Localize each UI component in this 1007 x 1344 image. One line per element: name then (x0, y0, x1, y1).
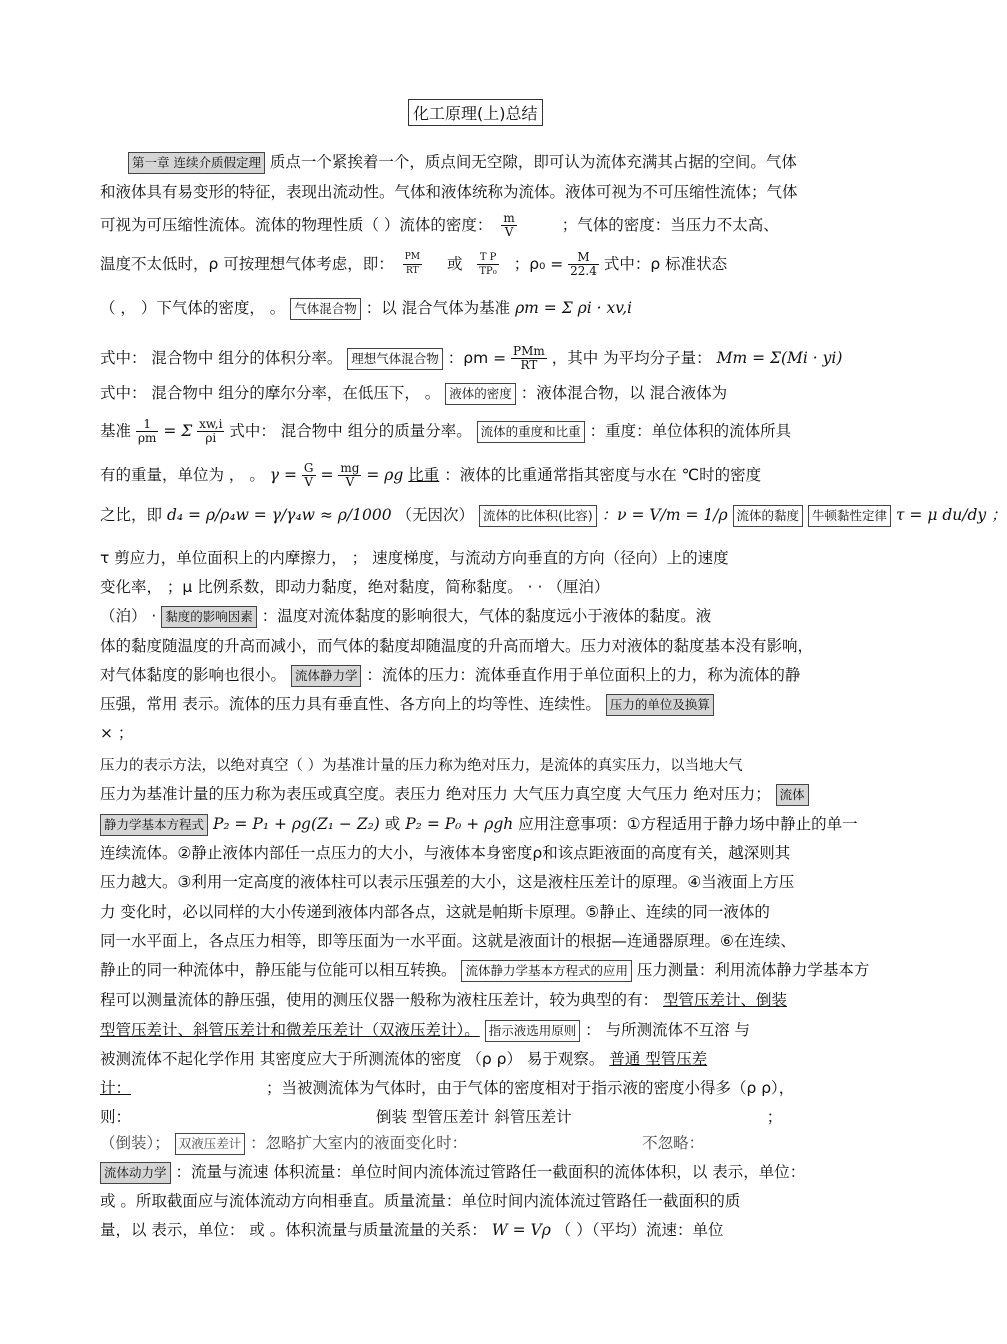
section-box: 流体的比体积(比容) (479, 505, 597, 527)
text-line: 计： ；当被测流体为气体时，由于气体的密度相对于指示液的密度小得多（ρ ρ）， (100, 1079, 795, 1097)
text-line: 压力为基准计量的压力称为表压或真空度。表压力 绝对压力 大气压力真空度 大气压力 绝对压力； 流体 (100, 784, 852, 806)
text-line: 变化率， ；μ 比例系数，即动力黏度，绝对黏度，简称黏度。 · · （厘泊） (100, 578, 610, 596)
text-line: 连续流体。②静止液体内部任一点压力的大小，与液体本身密度ρ和该点距液面的高度有关，越深则其 (100, 844, 791, 862)
text-line: （泊） · 黏度的影响因素 ：温度对流体黏度的影响很大，气体的黏度远小于液体的黏度。液 (100, 606, 852, 628)
text-line: 静止的同一种流体中，静压能与位能可以相互转换。 流体静力学基本方程式的应用 压力测量：利用流体静力学基本方 (100, 960, 852, 982)
formula-gas-std: $\frac{\text{T P}}{\text{TP₀}}$ (479, 252, 497, 277)
text-line: 对气体黏度的影响也很小。 流体静力学 ：流体的压力：流体垂直作用于单位面积上的力，称为流体的静 (100, 665, 852, 687)
text-line: 型管压差计、斜管压差计和微差压差计（双液压差计）。 指示液选用原则 ： 与所测流体不互溶 与 (100, 1020, 852, 1042)
text-line: 程可以测量流体的静压强，使用的测压仪器一般称为液柱压差计，较为典型的有： 型管压差计、倒装 (100, 991, 787, 1009)
section-box: 液体的密度 (445, 383, 516, 405)
text-line: 压力的表示方法，以绝对真空（ ）为基准计量的压力称为绝对压力，是流体的真实压力，以当地大气 (100, 758, 743, 774)
text-line: 温度不太低时，ρ 可按理想气体考虑，即： $\frac{PM}{RT}$ 或 $\frac{\text{T P}}{\text{TP₀}}$ ；ρ₀ = $\frac{M}{22.4}$ 式中：ρ 标准状态 (100, 250, 728, 278)
text-line: 和液体具有易变形的特征，表现出流动性。气体和液体统称为流体。液体可视为不可压缩性流体；气体 (100, 183, 798, 201)
section-box: 黏度的影响因素 (161, 606, 257, 628)
formula-hydrostatic-1: P₂ = P₁ + ρg(Z₁ − Z₂) (212, 815, 380, 833)
section-box: 流体静力学基本方程式的应用 (461, 960, 632, 982)
formula-hydrostatic-2: P₂ = P₀ + ρgh (405, 815, 514, 833)
formula-ideal-gas: $\frac{PM}{RT}$ (404, 252, 420, 276)
section-box: 双液压差计 (175, 1133, 246, 1155)
text-line: 之比，即 d₄ = ρ/ρ₄w = γ/γ₄w ≈ ρ/1000 （无因次） 流体的比体积(比容) ：ν = V/m = 1/ρ 流体的黏度 牛顿黏性定律 τ = μ du/dy ； (100, 505, 852, 527)
formula-density: $\frac{m}{V}$ (503, 211, 515, 239)
text-line: 则： 倒装 型管压差计 斜管压差计 ； (100, 1108, 783, 1126)
section-box: 气体混合物 (290, 298, 361, 320)
text-line: （ ， ）下气体的密度， 。 气体混合物 ：以 混合气体为基准 ρm = Σ ρi · xv,i (100, 298, 852, 320)
text-line: 压力越大。③利用一定高度的液体柱可以表示压强差的大小，这是液柱压差计的原理。④当液面上方压 (100, 873, 795, 891)
document-title: 化工原理(上)总结 (408, 99, 543, 126)
text-line: 可视为可压缩性流体。流体的物理性质（ ）流体的密度： $\frac{m}{V}$ ；气体的密度：当压力不太高、 (100, 211, 779, 239)
formula-gas-mix: ρm = Σ ρi · xv,i (515, 299, 632, 317)
formula-ideal-mix: $\frac{\text{PMm}}{RT}$ (513, 344, 545, 372)
section-box: 流体动力学 (100, 1162, 171, 1184)
text-line: × ； (100, 724, 134, 742)
text-line: 静力学基本方程式 P₂ = P₁ + ρg(Z₁ − Z₂) 或 P₂ = P₀ + ρgh 应用注意事项：①方程适用于静力场中静止的单一 (100, 814, 852, 836)
formula-molar-volume: $\frac{M}{22.4}$ (570, 250, 597, 278)
formula-relative-density: d₄ = ρ/ρ₄w = γ/γ₄w ≈ ρ/1000 (166, 506, 392, 524)
text-line: 量，以 表示，单位： 或 。体积流量与质量流量的关系： W = Vρ （ ）（平均）流速：单位 (100, 1221, 724, 1239)
formula-specific-weight: $\frac{G}{V}$ (303, 461, 314, 489)
text-line: 被测流体不起化学作用 其密度应大于所测流体的密度 （ρ ρ） 易于观察。 普通 型管压差 (100, 1050, 708, 1068)
text-line: 力 变化时，必以同样的大小传递到液体内部各点，这就是帕斯卡原理。⑤静止、连续的同一液体的 (100, 903, 770, 921)
section-box: 牛顿黏性定律 (808, 505, 891, 527)
formula-specific-volume: ：ν = V/m = 1/ρ (601, 506, 728, 524)
text-line: 体的黏度随温度的升高而减小，而气体的黏度却随温度的升高而增大。压力对液体的黏度基本没有影响， (100, 637, 814, 655)
text-line: 第一章 连续介质假定理 质点一个紧挨着一个，质点间无空隙，即可认为流体充满其占据的空间。气体 (100, 152, 852, 174)
text-line: τ 剪应力，单位面积上的内摩擦力， ； 速度梯度，与流动方向垂直的方向（径向）上的速度 (100, 549, 729, 567)
formula-avg-molar: Mm = Σ(Mi · yi) (716, 349, 843, 367)
section-box: 流体 (776, 784, 809, 806)
section-box: 压力的单位及换算 (606, 694, 714, 716)
text-line: 式中： 混合物中 组分的体积分率。 理想气体混合物 ：ρm = $\frac{\text{PMm}}{RT}$ ，其中 为平均分子量： Mm = Σ(Mi · yi) (100, 344, 843, 372)
section-box: 静力学基本方程式 (100, 814, 208, 836)
section-box: 第一章 连续介质假定理 (128, 152, 265, 174)
text-line: 基准 $\frac{1}{\rho m}$ = Σ $\frac{xw,i}{\rho i}$ 式中： 混合物中 组分的质量分率。 流体的重度和比重 ：重度：单位体积的流体所具 (100, 417, 792, 445)
text-line: 或 。所取截面应与流体流动方向相垂直。质量流量：单位时间内流体流过管路任一截面积的质 (100, 1192, 741, 1210)
section-box: 流体的黏度 (733, 505, 804, 527)
text-line: 压强，常用 表示。流体的压力具有垂直性、各方向上的均等性、连续性。 压力的单位及换算 (100, 694, 852, 716)
formula-newton-viscosity: τ = μ du/dy ； (895, 506, 1007, 524)
section-box: 流体静力学 (291, 665, 362, 687)
section-box: 指示液选用原则 (485, 1020, 581, 1042)
text-line: 同一水平面上，各点压力相等，即等压面为一水平面。这就是液面计的根据—连通器原理。⑥在连续、 (100, 932, 796, 950)
text-line: 有的重量，单位为 ， 。 γ = $\frac{G}{V}$ = $\frac{mg}{V}$ = ρg 比重 ：液体的比重通常指其密度与水在 ℃时的密度 (100, 461, 762, 489)
formula-liquid-mix: $\frac{1}{\rho m}$ (137, 417, 157, 445)
text-line: 流体动力学 ：流量与流速 体积流量：单位时间内流体流过管路任一截面积的流体体积，以 表示，单位： (100, 1162, 852, 1184)
text-line: （倒装）； 双液压差计 ：忽略扩大室内的液面变化时： 不忽略： (100, 1133, 852, 1155)
text-line: 式中： 混合物中 组分的摩尔分率，在低压下， 。 液体的密度 ：液体混合物，以 混合液体为 (100, 383, 852, 405)
section-box: 理想气体混合物 (347, 348, 443, 370)
section-box: 流体的重度和比重 (477, 421, 585, 443)
